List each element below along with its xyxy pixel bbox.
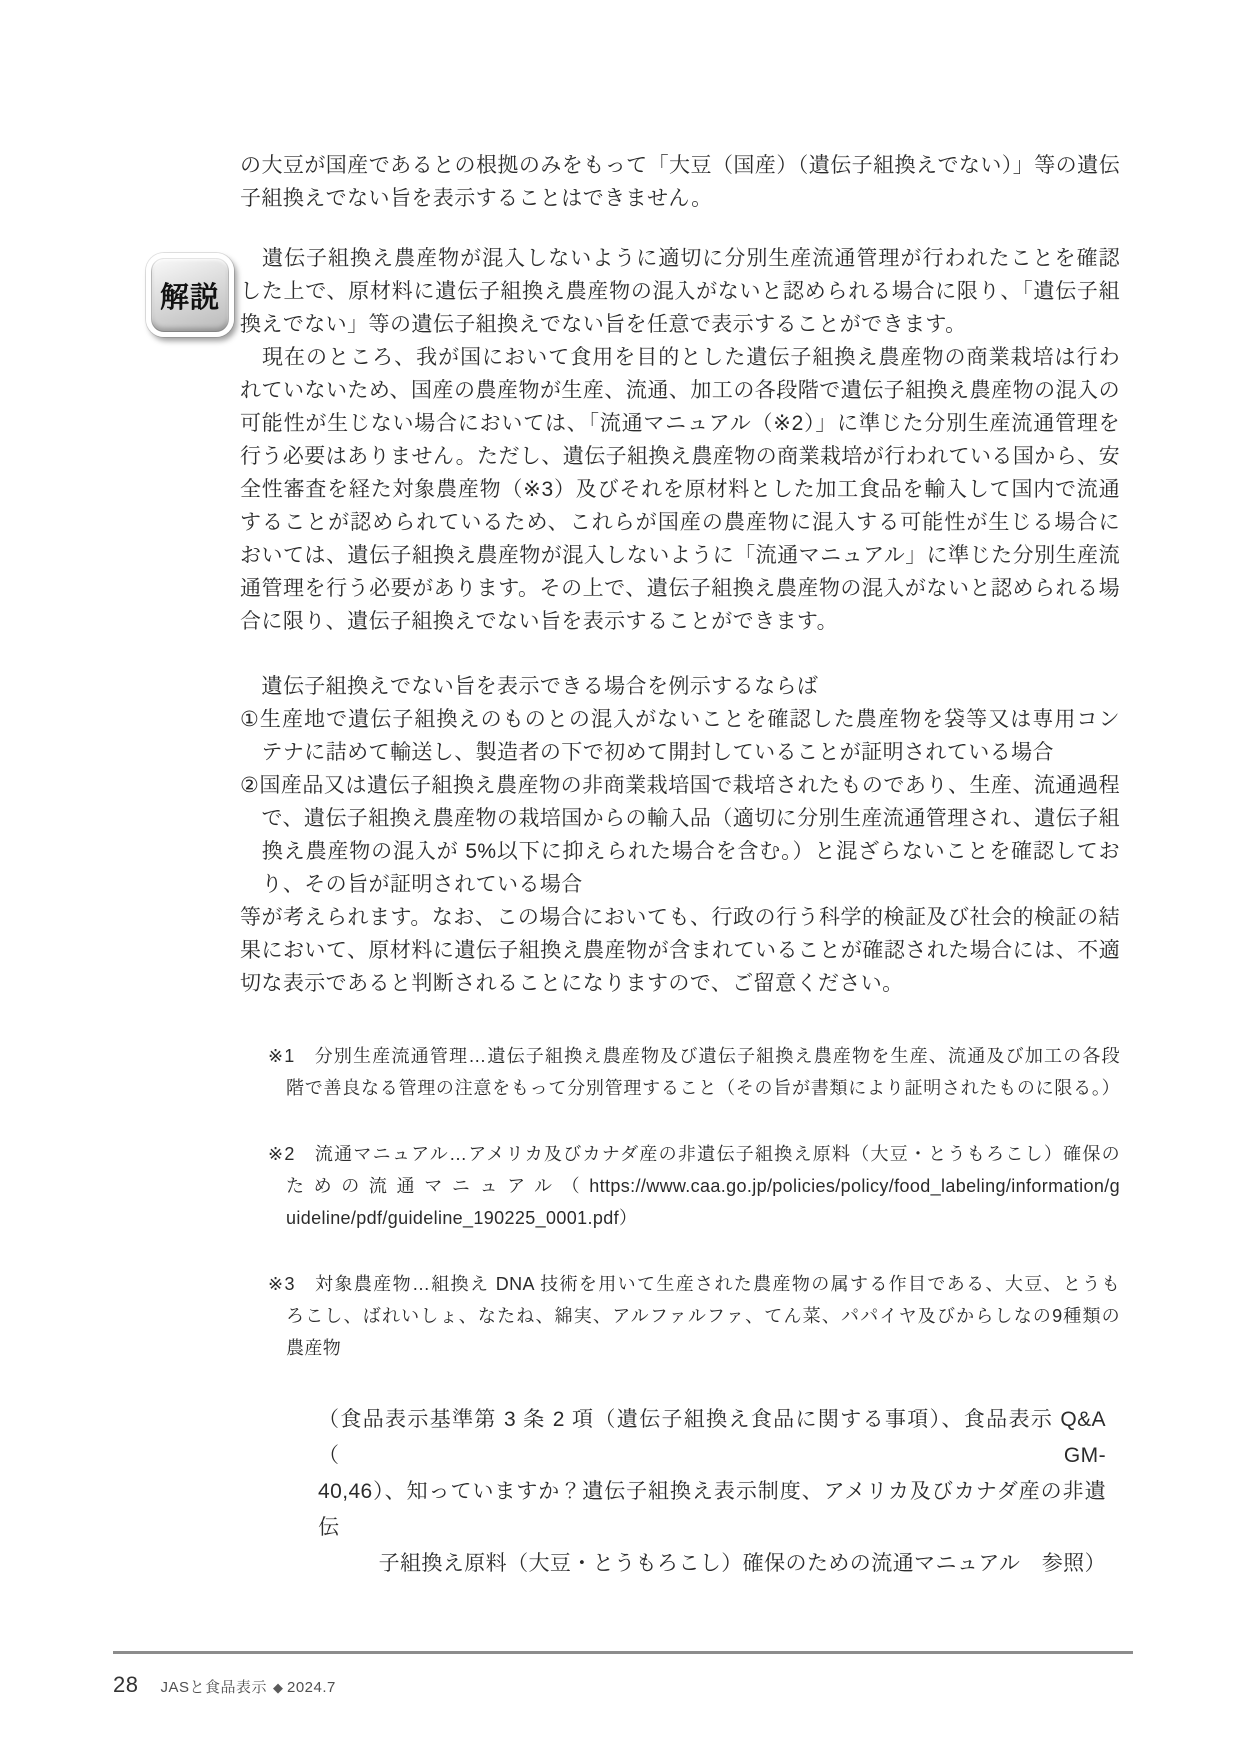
page-body [240, 149, 1120, 1582]
explanation-paragraph [240, 242, 1120, 638]
footer-rule [113, 1651, 1133, 1654]
text-line: 切な表示であると判断されることになりますので、ご留意ください。 [240, 972, 904, 995]
examples-paragraph [240, 670, 1120, 1000]
text-line: おいては、遺伝子組換え農産物が混入しないように「流通マニュアル」に準じた分別生産流 [240, 544, 1120, 567]
page-number: 28 [113, 1672, 139, 1697]
footnote-3 [268, 1268, 1120, 1364]
text-line: （食品表示基準第 3 条 2 項（遺伝子組換え食品に関する事項）、食品表示 Q&A（GM- [318, 1408, 1106, 1467]
list-item-2: ②国産品又は遺伝子組換え農産物の非商業栽培国で栽培されたものであり、生産、流通過程 [240, 774, 1120, 797]
text-line: 合に限り、遺伝子組換えでない旨を表示することができます。 [240, 610, 839, 633]
footnote-1 [268, 1040, 1120, 1104]
text-line: 通管理を行う必要があります。その上で、遺伝子組換え農産物の混入がないと認められる場 [240, 577, 1120, 600]
text-line: 全性審査を経た対象農産物（※3）及びそれを原材料とした加工食品を輸入して国内で流通 [240, 478, 1120, 501]
text-line: 子組換えでない旨を表示することはできません。 [240, 187, 713, 210]
text-line: 階で善良なる管理の注意をもって分別管理すること（その旨が書類により証明されたものに限る。） [286, 1078, 1120, 1098]
text-line: 等が考えられます。なお、この場合においても、行政の行う科学的検証及び社会的検証の結 [240, 906, 1120, 929]
text-line: 果において、原材料に遺伝子組換え農産物が含まれていることが確認された場合には、不適 [240, 939, 1120, 962]
text-line: 現在のところ、我が国において食用を目的とした遺伝子組換え農産物の商業栽培は行わ [240, 346, 1120, 369]
text-line: の大豆が国産であるとの根拠のみをもって「大豆（国産）（遺伝子組換えでない）」等の遺伝 [240, 154, 1120, 177]
issue-date: 2024.7 [287, 1679, 336, 1696]
text-line: 遺伝子組換えでない旨を表示できる場合を例示するならば [240, 675, 819, 698]
text-line: り、その旨が証明されている場合 [240, 873, 583, 896]
text-line: で、遺伝子組換え農産物の栽培国からの輸入品（適切に分別生産流通管理され、遺伝子組 [240, 807, 1120, 830]
text-line: 遺伝子組換え農産物が混入しないように適切に分別生産流通管理が行われたことを確認 [240, 247, 1120, 270]
text-line: 換えでない」等の遺伝子組換えでない旨を任意で表示することができます。 [240, 313, 967, 336]
kaisetsu-badge-label: 解説 [159, 281, 220, 314]
text-line: 40,46）、知っていますか？遺伝子組換え表示制度、アメリカ及びカナダ産の非遺伝 [318, 1480, 1106, 1539]
text-line: することが認められているため、これらが国産の農産物に混入する可能性が生じる場合に [240, 511, 1120, 534]
text-line: れていないため、国産の農産物が生産、流通、加工の各段階で遺伝子組換え農産物の混入の [240, 379, 1120, 402]
text-line: 行う必要はありません。ただし、遺伝子組換え農産物の商業栽培が行われている国から、安 [240, 445, 1120, 468]
text-line: ろこし、ばれいしょ、なたね、綿実、アルファルファ、てん菜、パパイヤ及びからしなの9種類の [286, 1306, 1120, 1326]
text-line: テナに詰めて輸送し、製造者の下で初めて開封していることが証明されている場合 [240, 741, 1054, 764]
footnote-2 [268, 1138, 1120, 1234]
footnote-url-line: ための流通マニュアル（https://www.caa.go.jp/policies/policy/food_labeling/information/g [286, 1176, 1120, 1196]
text-line: ※1 分別生産流通管理…遺伝子組換え農産物及び遺伝子組換え農産物を生産、流通及び加工の各段 [268, 1046, 1120, 1066]
text-line: ※3 対象農産物…組換え DNA 技術を用いて生産された農産物の属する作目である、大豆、とうも [268, 1274, 1120, 1294]
list-item-1: ①生産地で遺伝子組換えのものとの混入がないことを確認した農産物を袋等又は専用コン [240, 708, 1120, 731]
text-line: 子組換え原料（大豆・とうもろこし）確保のための流通マニュアル 参照） [378, 1552, 1106, 1575]
text-line: ※2 流通マニュアル…アメリカ及びカナダ産の非遺伝子組換え原料（大豆・とうもろこし）確保の [268, 1144, 1120, 1164]
kaisetsu-badge [146, 253, 234, 337]
text-line: 可能性が生じない場合においては、「流通マニュアル（※2）」に準じた分別生産流通管理を [240, 412, 1120, 435]
diamond-icon: ◆ [273, 1680, 283, 1695]
text-line: 換え農産物の混入が 5%以下に抑えられた場合を含む。）と混ざらないことを確認してお [240, 840, 1120, 863]
text-line: した上で、原材料に遺伝子組換え農産物の混入がないと認められる場合に限り、「遺伝子組 [240, 280, 1120, 303]
journal-title: JASと食品表示 [160, 1679, 267, 1696]
intro-paragraph [240, 149, 1120, 215]
footnote-url-line: uideline/pdf/guideline_190225_0001.pdf） [286, 1208, 638, 1228]
page-footer [113, 1672, 336, 1698]
citation-block [318, 1402, 1106, 1582]
text-line: 農産物 [286, 1338, 342, 1358]
